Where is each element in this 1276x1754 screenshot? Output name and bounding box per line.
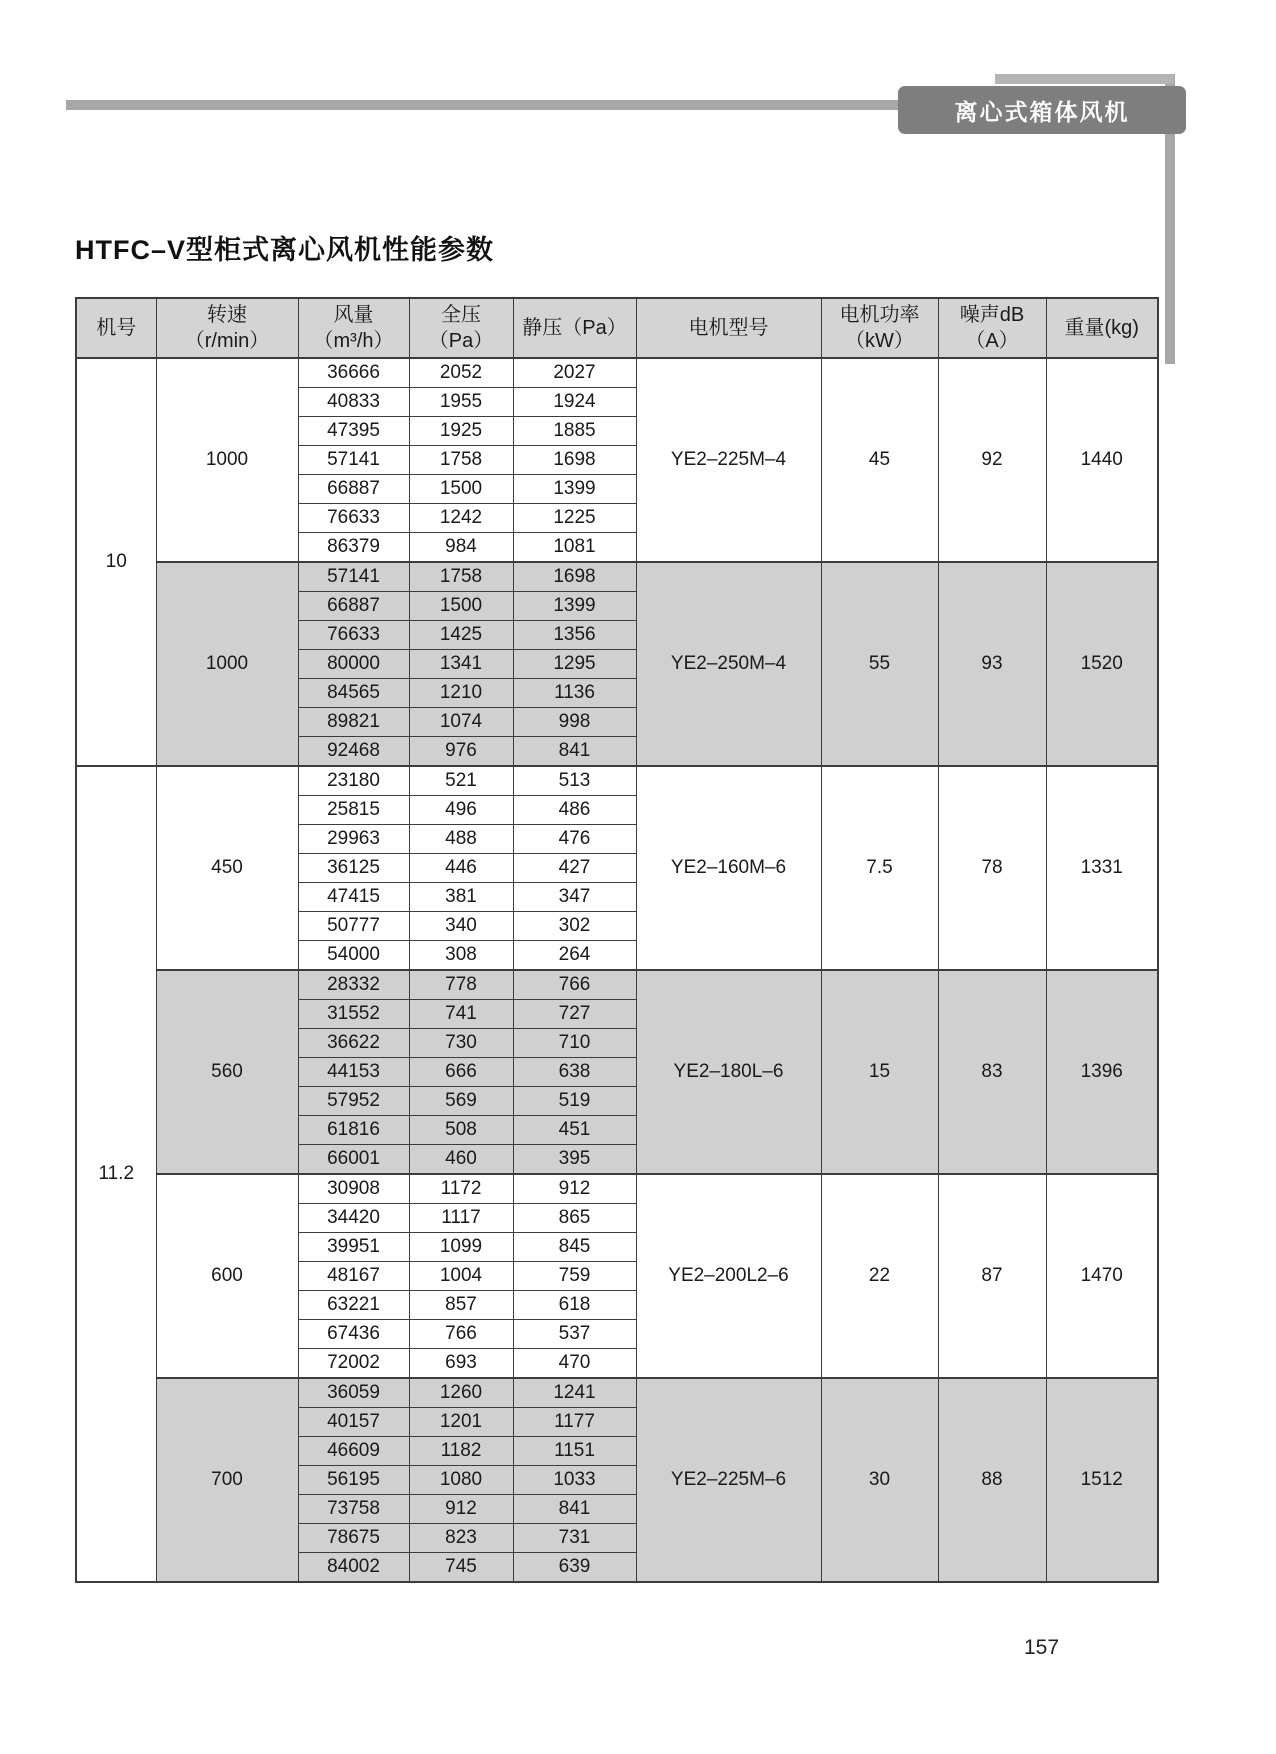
flow-cell: 67436 bbox=[298, 1320, 409, 1349]
flow-cell: 78675 bbox=[298, 1524, 409, 1553]
motor-power-cell: 55 bbox=[821, 562, 938, 766]
total-pressure-cell: 857 bbox=[409, 1291, 513, 1320]
total-pressure-cell: 1500 bbox=[409, 592, 513, 621]
total-pressure-cell: 912 bbox=[409, 1495, 513, 1524]
total-pressure-cell: 1182 bbox=[409, 1437, 513, 1466]
total-pressure-cell: 1500 bbox=[409, 475, 513, 504]
total-pressure-cell: 446 bbox=[409, 854, 513, 883]
speed-cell: 700 bbox=[156, 1378, 298, 1582]
motor-model-cell: YE2–200L2–6 bbox=[636, 1174, 821, 1378]
table-row bbox=[76, 358, 1158, 388]
table-body bbox=[76, 358, 1158, 1582]
static-pressure-cell: 1136 bbox=[513, 679, 636, 708]
header-flow: 风量 （m³/h） bbox=[298, 298, 409, 358]
page-number: 157 bbox=[1024, 1636, 1060, 1659]
flow-cell: 54000 bbox=[298, 941, 409, 971]
weight-cell: 1396 bbox=[1046, 970, 1158, 1174]
noise-cell: 88 bbox=[938, 1378, 1046, 1582]
flow-cell: 66001 bbox=[298, 1145, 409, 1175]
static-pressure-cell: 841 bbox=[513, 737, 636, 767]
total-pressure-cell: 1201 bbox=[409, 1408, 513, 1437]
machine-cell: 10 bbox=[76, 358, 156, 766]
table-row bbox=[76, 766, 1158, 796]
total-pressure-cell: 823 bbox=[409, 1524, 513, 1553]
total-pressure-cell: 1004 bbox=[409, 1262, 513, 1291]
total-pressure-cell: 1955 bbox=[409, 388, 513, 417]
noise-cell: 87 bbox=[938, 1174, 1046, 1378]
flow-cell: 56195 bbox=[298, 1466, 409, 1495]
speed-cell: 1000 bbox=[156, 562, 298, 766]
static-pressure-cell: 1399 bbox=[513, 592, 636, 621]
motor-power-cell: 45 bbox=[821, 358, 938, 562]
flow-cell: 44153 bbox=[298, 1058, 409, 1087]
total-pressure-cell: 1758 bbox=[409, 446, 513, 475]
section-badge bbox=[898, 86, 1186, 134]
flow-cell: 50777 bbox=[298, 912, 409, 941]
static-pressure-cell: 639 bbox=[513, 1553, 636, 1583]
weight-cell: 1520 bbox=[1046, 562, 1158, 766]
table-row bbox=[76, 1378, 1158, 1408]
static-pressure-cell: 618 bbox=[513, 1291, 636, 1320]
flow-cell: 80000 bbox=[298, 650, 409, 679]
weight-cell: 1512 bbox=[1046, 1378, 1158, 1582]
header-motor-power: 电机功率 （kW） bbox=[821, 298, 938, 358]
flow-cell: 34420 bbox=[298, 1204, 409, 1233]
static-pressure-cell: 486 bbox=[513, 796, 636, 825]
static-pressure-cell: 1356 bbox=[513, 621, 636, 650]
total-pressure-cell: 1425 bbox=[409, 621, 513, 650]
flow-cell: 57141 bbox=[298, 446, 409, 475]
total-pressure-cell: 984 bbox=[409, 533, 513, 563]
static-pressure-cell: 470 bbox=[513, 1349, 636, 1379]
flow-cell: 92468 bbox=[298, 737, 409, 767]
static-pressure-cell: 427 bbox=[513, 854, 636, 883]
motor-model-cell: YE2–250M–4 bbox=[636, 562, 821, 766]
flow-cell: 84002 bbox=[298, 1553, 409, 1583]
flow-cell: 89821 bbox=[298, 708, 409, 737]
total-pressure-cell: 1341 bbox=[409, 650, 513, 679]
total-pressure-cell: 308 bbox=[409, 941, 513, 971]
total-pressure-cell: 1925 bbox=[409, 417, 513, 446]
static-pressure-cell: 1241 bbox=[513, 1378, 636, 1408]
flow-cell: 36125 bbox=[298, 854, 409, 883]
static-pressure-cell: 1698 bbox=[513, 562, 636, 592]
static-pressure-cell: 1033 bbox=[513, 1466, 636, 1495]
static-pressure-cell: 1885 bbox=[513, 417, 636, 446]
weight-cell: 1331 bbox=[1046, 766, 1158, 970]
flow-cell: 66887 bbox=[298, 475, 409, 504]
noise-cell: 78 bbox=[938, 766, 1046, 970]
total-pressure-cell: 1172 bbox=[409, 1174, 513, 1204]
total-pressure-cell: 1260 bbox=[409, 1378, 513, 1408]
static-pressure-cell: 1151 bbox=[513, 1437, 636, 1466]
static-pressure-cell: 1081 bbox=[513, 533, 636, 563]
flow-cell: 57952 bbox=[298, 1087, 409, 1116]
noise-cell: 93 bbox=[938, 562, 1046, 766]
header-weight: 重量(kg) bbox=[1046, 298, 1158, 358]
flow-cell: 36622 bbox=[298, 1029, 409, 1058]
weight-cell: 1440 bbox=[1046, 358, 1158, 562]
total-pressure-cell: 569 bbox=[409, 1087, 513, 1116]
machine-cell: 11.2 bbox=[76, 766, 156, 1582]
header-machine: 机号 bbox=[76, 298, 156, 358]
motor-model-cell: YE2–225M–6 bbox=[636, 1378, 821, 1582]
static-pressure-cell: 302 bbox=[513, 912, 636, 941]
motor-power-cell: 22 bbox=[821, 1174, 938, 1378]
flow-cell: 76633 bbox=[298, 621, 409, 650]
static-pressure-cell: 513 bbox=[513, 766, 636, 796]
total-pressure-cell: 766 bbox=[409, 1320, 513, 1349]
header-noise: 噪声dB （A） bbox=[938, 298, 1046, 358]
speed-cell: 560 bbox=[156, 970, 298, 1174]
flow-cell: 61816 bbox=[298, 1116, 409, 1145]
flow-cell: 73758 bbox=[298, 1495, 409, 1524]
total-pressure-cell: 1210 bbox=[409, 679, 513, 708]
flow-cell: 86379 bbox=[298, 533, 409, 563]
flow-cell: 46609 bbox=[298, 1437, 409, 1466]
table-row bbox=[76, 562, 1158, 592]
motor-power-cell: 15 bbox=[821, 970, 938, 1174]
flow-cell: 40157 bbox=[298, 1408, 409, 1437]
noise-cell: 83 bbox=[938, 970, 1046, 1174]
badge-top-accent-bar bbox=[995, 74, 1174, 84]
table-row bbox=[76, 970, 1158, 1000]
static-pressure-cell: 537 bbox=[513, 1320, 636, 1349]
static-pressure-cell: 710 bbox=[513, 1029, 636, 1058]
static-pressure-cell: 347 bbox=[513, 883, 636, 912]
static-pressure-cell: 1177 bbox=[513, 1408, 636, 1437]
flow-cell: 39951 bbox=[298, 1233, 409, 1262]
section-badge-label: 离心式箱体风机 bbox=[954, 98, 1130, 125]
flow-cell: 36059 bbox=[298, 1378, 409, 1408]
total-pressure-cell: 521 bbox=[409, 766, 513, 796]
static-pressure-cell: 845 bbox=[513, 1233, 636, 1262]
flow-cell: 28332 bbox=[298, 970, 409, 1000]
flow-cell: 72002 bbox=[298, 1349, 409, 1379]
flow-cell: 76633 bbox=[298, 504, 409, 533]
performance-table bbox=[75, 297, 1159, 1583]
table-header bbox=[76, 298, 1158, 358]
static-pressure-cell: 865 bbox=[513, 1204, 636, 1233]
total-pressure-cell: 508 bbox=[409, 1116, 513, 1145]
weight-cell: 1470 bbox=[1046, 1174, 1158, 1378]
static-pressure-cell: 2027 bbox=[513, 358, 636, 388]
header-static-pressure: 静压（Pa） bbox=[513, 298, 636, 358]
speed-cell: 600 bbox=[156, 1174, 298, 1378]
flow-cell: 63221 bbox=[298, 1291, 409, 1320]
total-pressure-cell: 730 bbox=[409, 1029, 513, 1058]
static-pressure-cell: 731 bbox=[513, 1524, 636, 1553]
static-pressure-cell: 841 bbox=[513, 1495, 636, 1524]
total-pressure-cell: 1117 bbox=[409, 1204, 513, 1233]
motor-model-cell: YE2–180L–6 bbox=[636, 970, 821, 1174]
static-pressure-cell: 1225 bbox=[513, 504, 636, 533]
total-pressure-cell: 1758 bbox=[409, 562, 513, 592]
total-pressure-cell: 2052 bbox=[409, 358, 513, 388]
flow-cell: 23180 bbox=[298, 766, 409, 796]
total-pressure-cell: 693 bbox=[409, 1349, 513, 1379]
total-pressure-cell: 1074 bbox=[409, 708, 513, 737]
flow-cell: 48167 bbox=[298, 1262, 409, 1291]
table-row bbox=[76, 1174, 1158, 1204]
static-pressure-cell: 1698 bbox=[513, 446, 636, 475]
static-pressure-cell: 476 bbox=[513, 825, 636, 854]
motor-power-cell: 7.5 bbox=[821, 766, 938, 970]
static-pressure-cell: 1924 bbox=[513, 388, 636, 417]
total-pressure-cell: 1099 bbox=[409, 1233, 513, 1262]
header-total-pressure: 全压 （Pa） bbox=[409, 298, 513, 358]
total-pressure-cell: 1242 bbox=[409, 504, 513, 533]
flow-cell: 31552 bbox=[298, 1000, 409, 1029]
speed-cell: 1000 bbox=[156, 358, 298, 562]
total-pressure-cell: 460 bbox=[409, 1145, 513, 1175]
flow-cell: 47395 bbox=[298, 417, 409, 446]
static-pressure-cell: 638 bbox=[513, 1058, 636, 1087]
static-pressure-cell: 1399 bbox=[513, 475, 636, 504]
static-pressure-cell: 998 bbox=[513, 708, 636, 737]
total-pressure-cell: 976 bbox=[409, 737, 513, 767]
static-pressure-cell: 912 bbox=[513, 1174, 636, 1204]
motor-model-cell: YE2–225M–4 bbox=[636, 358, 821, 562]
static-pressure-cell: 451 bbox=[513, 1116, 636, 1145]
static-pressure-cell: 759 bbox=[513, 1262, 636, 1291]
flow-cell: 29963 bbox=[298, 825, 409, 854]
static-pressure-cell: 1295 bbox=[513, 650, 636, 679]
flow-cell: 40833 bbox=[298, 388, 409, 417]
motor-model-cell: YE2–160M–6 bbox=[636, 766, 821, 970]
speed-cell: 450 bbox=[156, 766, 298, 970]
total-pressure-cell: 340 bbox=[409, 912, 513, 941]
static-pressure-cell: 395 bbox=[513, 1145, 636, 1175]
noise-cell: 92 bbox=[938, 358, 1046, 562]
total-pressure-cell: 778 bbox=[409, 970, 513, 1000]
static-pressure-cell: 766 bbox=[513, 970, 636, 1000]
flow-cell: 30908 bbox=[298, 1174, 409, 1204]
flow-cell: 36666 bbox=[298, 358, 409, 388]
total-pressure-cell: 381 bbox=[409, 883, 513, 912]
total-pressure-cell: 488 bbox=[409, 825, 513, 854]
flow-cell: 84565 bbox=[298, 679, 409, 708]
flow-cell: 57141 bbox=[298, 562, 409, 592]
header-motor-model: 电机型号 bbox=[636, 298, 821, 358]
total-pressure-cell: 745 bbox=[409, 1553, 513, 1583]
flow-cell: 47415 bbox=[298, 883, 409, 912]
static-pressure-cell: 519 bbox=[513, 1087, 636, 1116]
total-pressure-cell: 1080 bbox=[409, 1466, 513, 1495]
total-pressure-cell: 666 bbox=[409, 1058, 513, 1087]
flow-cell: 25815 bbox=[298, 796, 409, 825]
motor-power-cell: 30 bbox=[821, 1378, 938, 1582]
header-speed: 转速 （r/min） bbox=[156, 298, 298, 358]
total-pressure-cell: 741 bbox=[409, 1000, 513, 1029]
page-title: HTFC–V型柜式离心风机性能参数 bbox=[75, 235, 495, 265]
static-pressure-cell: 727 bbox=[513, 1000, 636, 1029]
flow-cell: 66887 bbox=[298, 592, 409, 621]
top-rule-bar bbox=[66, 100, 898, 110]
static-pressure-cell: 264 bbox=[513, 941, 636, 971]
total-pressure-cell: 496 bbox=[409, 796, 513, 825]
